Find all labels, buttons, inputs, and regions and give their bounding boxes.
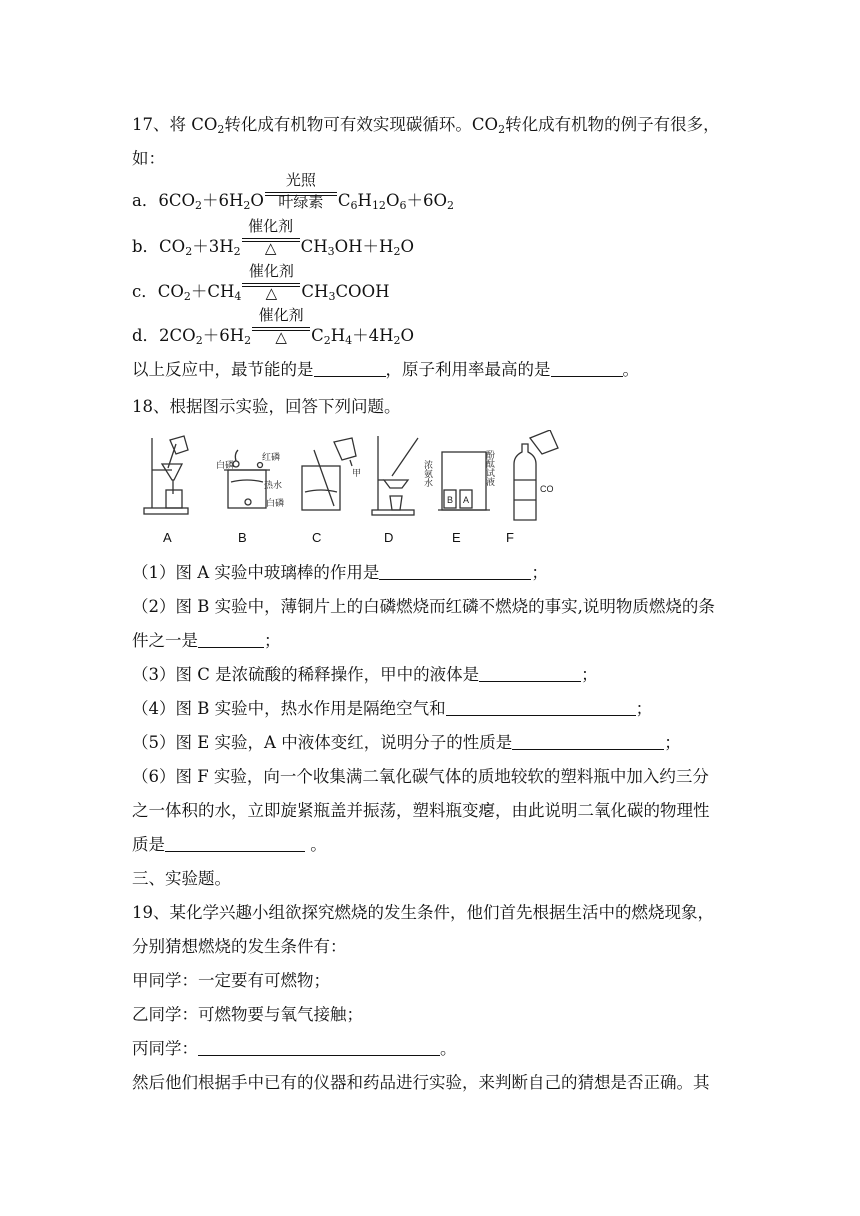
label-red-phosphorus: 红磷 <box>262 452 281 462</box>
label-jia: 甲 <box>352 468 362 478</box>
figure-labels <box>138 530 568 550</box>
equation-d: d．$2CO_2+6H_2$ 催化剂 △ $C_2H_4+4H_2O$ <box>132 306 415 347</box>
q17-intro: 17、将 $CO_2$转化成有机物可有效实现碳循环。$CO_2$转化成有机物的例子有很多， <box>132 115 720 136</box>
answer-blank-5[interactable] <box>479 665 581 682</box>
q18-part-5: （5）图 E 实验，A 中液体变红，说明分子的性质是 ； <box>132 733 681 752</box>
answer-blank-7[interactable] <box>512 733 664 750</box>
label-co2: CO <box>540 484 554 494</box>
q18-title: 18、根据图示实验，回答下列问题。 <box>132 397 401 416</box>
q19-line-6: 然后他们根据手中已有的仪器和药品进行实验，来判断自己的猜想是否正确。其 <box>132 1073 710 1092</box>
q19-line-3: 甲同学：一定要有可燃物； <box>132 971 330 990</box>
label-box-b: B <box>447 495 454 505</box>
q18-part-2: （2）图 B 实验中，薄铜片上的白磷燃烧而红磷不燃烧的事实,说明物质燃烧的条 <box>132 597 715 616</box>
condition-a: 光照 叶绿素 <box>265 186 337 208</box>
q17-question: 以上反应中，最节能的是 ，原子利用率最高的是 。 <box>132 360 639 379</box>
label-phenolphthalein: 酚酞试液 <box>485 450 495 486</box>
equation-b: b．$CO_2+3H_2$ 催化剂 △ $CH_3OH+H_2O$ <box>132 217 414 258</box>
label-ammonia: 浓氨水 <box>423 460 433 487</box>
label-white-phosphorus-2: 白磷 <box>266 498 285 508</box>
fig-label-b: B <box>238 530 247 545</box>
answer-blank-2[interactable] <box>551 360 623 377</box>
q19-line-5: 丙同学： 。 <box>132 1039 457 1058</box>
answer-blank-1[interactable] <box>314 360 386 377</box>
fig-label-e: E <box>452 530 461 545</box>
q18-part-3: （3）图 C 是浓硫酸的稀释操作，甲中的液体是 ； <box>132 665 598 684</box>
fig-label-f: F <box>506 530 514 545</box>
label-hot-water: 热水 <box>264 480 283 490</box>
apparatus-a <box>144 436 188 514</box>
apparatus-f <box>514 430 558 520</box>
q17-intro-2: 如： <box>132 149 165 168</box>
q19-line-1: 19、某化学兴趣小组欲探究燃烧的发生条件，他们首先根据生活中的燃烧现象， <box>132 903 714 922</box>
fig-label-d: D <box>384 530 394 545</box>
answer-blank-9[interactable] <box>198 1039 440 1056</box>
answer-blank-4[interactable] <box>198 631 264 648</box>
fig-label-a: A <box>163 530 172 545</box>
q18-part-6: （6）图 F 实验，向一个收集满二氧化碳气体的质地较软的塑料瓶中加入约三分 <box>132 767 709 786</box>
condition-c: 催化剂 △ <box>242 277 300 299</box>
q19-line-2: 分别猜想燃烧的发生条件有： <box>132 937 347 956</box>
q18-part-2b: 件之一是 ； <box>132 631 281 650</box>
answer-blank-8[interactable] <box>165 835 305 852</box>
q19-line-4: 乙同学：可燃物要与氧气接触； <box>132 1005 363 1024</box>
label-white-phosphorus: 白磷 <box>216 460 235 470</box>
condition-d: 催化剂 △ <box>252 321 310 343</box>
fig-label-c: C <box>312 530 322 545</box>
label-box-a: A <box>463 495 470 505</box>
apparatus-d <box>372 436 418 515</box>
answer-blank-6[interactable] <box>446 699 636 716</box>
q18-part-4: （4）图 B 实验中，热水作用是隔绝空气和 ； <box>132 699 653 718</box>
experiment-figure <box>138 430 568 546</box>
equation-c: c．$CO_2+CH_4$ 催化剂 △ $CH_3COOH$ <box>132 262 390 303</box>
q18-part-1: （1）图 A 实验中玻璃棒的作用是 ； <box>132 563 548 582</box>
apparatus-c <box>302 438 356 510</box>
q18-part-6c: 质是 。 <box>132 835 327 854</box>
section-heading: 三、实验题。 <box>132 869 231 888</box>
equation-a: a．$6CO_2+6H_2O$ 光照 叶绿素 $C_6H_{12}O_6+6O_2$ <box>132 171 454 212</box>
condition-b: 催化剂 △ <box>242 232 300 254</box>
q18-part-6b: 之一体积的水，立即旋紧瓶盖并振荡，塑料瓶变瘪，由此说明二氧化碳的物理性 <box>132 801 710 820</box>
answer-blank-3[interactable] <box>379 563 531 580</box>
